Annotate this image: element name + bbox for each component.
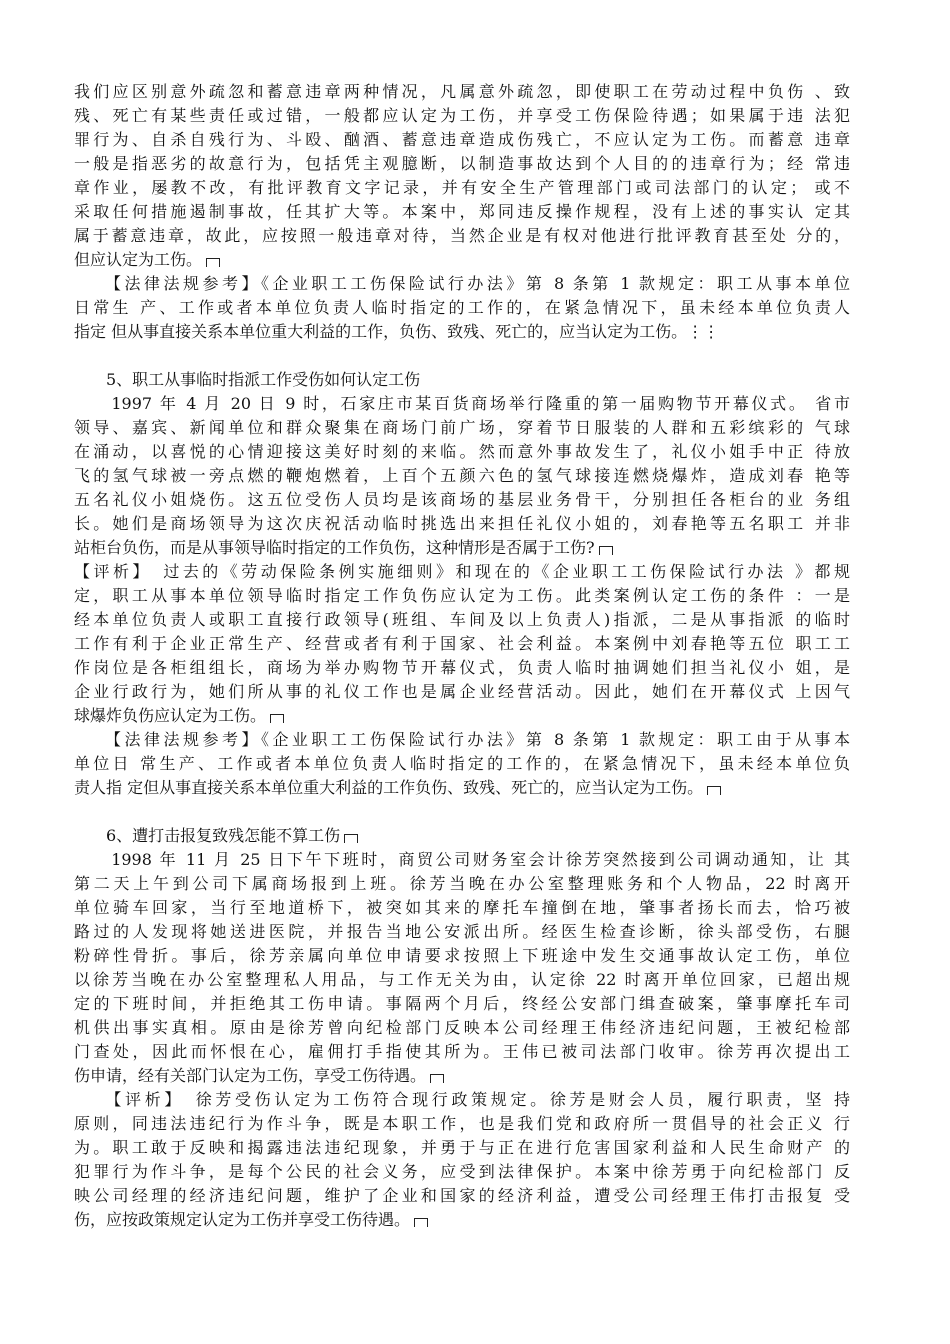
text-line-end	[74, 704, 850, 728]
text-line: 路过的人发现将她送进医院，并报告当地公安派出所。经医生检查诊断，徐头部受伤，右腿	[74, 922, 850, 941]
blank-line	[74, 800, 850, 824]
paragraph-mark-icon	[707, 786, 721, 795]
text-line: 1997 年 4 月 20 日 9 时，石家庄市某百货商场举行隆重的第一届购物节开幕仪式。 省市	[74, 394, 850, 413]
text-line: 工作有利于企业正常生产、经营或者有利于国家、社会利益。本案例中刘春艳等五位 职工工	[74, 634, 850, 653]
paragraph-p7	[74, 1088, 850, 1232]
paragraph-mark-icon	[206, 258, 220, 267]
text-line: 五名礼仪小姐烧伤。这五位受伤人员均是该商场的基层业务骨干，分别担任各柜台的业 务组	[74, 490, 850, 509]
text-line: 粉碎性骨折。事后，徐芳亲属向单位申请要求按照上下班途中发生交通事故认定工伤，单位	[74, 946, 850, 965]
text-line-end	[74, 1208, 850, 1232]
text-line: 经本单位负责人或职工直接行政领导(班组、车间及以上负责人)指派，二是从事指派 的临时	[74, 610, 850, 629]
text-line: 我们应区别意外疏忽和蓄意违章两种情况，凡属意外疏忽，即使职工在劳动过程中负伤 、致	[74, 82, 850, 101]
text-line: 映公司经理的经济违纪问题，维护了企业和国家的经济利益，遭受公司经理王伟打击报复 受	[74, 1186, 850, 1205]
paragraph-p6	[74, 824, 850, 1088]
document-page	[74, 80, 850, 1232]
text-line: 单位日 常生产、工作或者本单位负责人临时指定的工作的，在紧急情况下，虽未经本单位负	[74, 754, 850, 773]
text-line: 【法律法规参考】《企业职工工伤保险试行办法》第 8 条第 1 款规定：职工从事本单位	[74, 274, 850, 293]
paragraph-p5	[74, 728, 850, 800]
text-line: 【法律法规参考】《企业职工工伤保险试行办法》第 8 条第 1 款规定：职工由于从事本	[74, 730, 850, 749]
text-line: 定的下班时间，并拒绝其工伤申请。事隔两个月后，终经公安部门缉查破案，肇事摩托车司	[74, 994, 850, 1013]
paragraph-p4	[74, 560, 850, 728]
text-line: 领导、嘉宾、新闻单位和群众聚集在商场门前广场，穿着节日服装的人群和五彩缤彩的 气球	[74, 418, 850, 437]
text-line: 一般是指恶劣的故意行为，包括凭主观臆断，以制造事故达到个人目的的违章行为；经 常违	[74, 154, 850, 173]
text-line: 指定 但从事直接关系本单位重大利益的工作，负伤、致残、死亡的，应当认定为工伤。⋮⋮	[74, 322, 720, 341]
text-line-end	[74, 248, 850, 272]
text-line: 1998 年 11 月 25 日下午下班时，商贸公司财务室会计徐芳突然接到公司调动通知，让 其	[74, 850, 850, 869]
text-line: 罪行为、自杀自残行为、斗殴、酗酒、蓄意违章造成伤残亡，不应认定为工伤。而蓄意 违章	[74, 130, 850, 149]
text-line: 作岗位是各柜组组长，商场为举办购物节开幕仪式，负责人临时抽调她们担当礼仪小 姐，是	[74, 658, 850, 677]
text-line: 属于蓄意违章，故此，应按照一般违章对待，当然企业是有权对他进行批评教育甚至处 分的，	[74, 226, 850, 245]
text-line-end	[74, 776, 850, 800]
text-line: 球爆炸负伤应认定为工伤。	[74, 706, 267, 725]
text-line: 机供出事实真相。原由是徐芳曾向纪检部门反映本公司经理王伟经济违纪问题，王被纪检部	[74, 1018, 850, 1037]
text-line: 在涌动，以喜悦的心情迎接这美好时刻的来临。然而意外事故发生了，礼仪小姐手中正 待放	[74, 442, 850, 461]
text-line: 采取任何措施遏制事故，任其扩大等。本案中，郑同违反操作规程，没有上述的事实认 定其	[74, 202, 850, 221]
text-line: 但应认定为工伤。	[74, 250, 203, 269]
section-heading-line	[74, 824, 850, 848]
text-line: 以徐芳当晚在办公室整理私人用品，与工作无关为由，认定徐 22 时离开单位回家，已超出规	[74, 970, 850, 989]
text-line: 第二天上午到公司下属商场报到上班。徐芳当晚在办公室整理账务和个人物品，22 时离开	[74, 874, 850, 893]
text-line: 日常生 产、工作或者本单位负责人临时指定的工作的，在紧急情况下，虽未经本单位负责人	[74, 298, 850, 317]
paragraph-mark-icon	[270, 714, 284, 723]
text-line: 为。职工敢于反映和揭露违法违纪现象，并勇于与正在进行危害国家利益和人民生命财产 的	[74, 1138, 850, 1157]
text-line: 章作业，屡教不改，有批评教育文字记录，并有安全生产管理部门或司法部门的认定； 或不	[74, 178, 850, 197]
text-line: 站柜台负伤，而是从事领导临时指定的工作负伤，这种情形是否属于工伤?	[74, 538, 595, 557]
text-line: 飞的氢气球被一旁点燃的鞭炮燃着，上百个五颜六色的氢气球接连燃烧爆炸，造成刘春 艳等	[74, 466, 850, 485]
text-line: 门查处，因此而怀恨在心，雇佣打手指使其所为。王伟已被司法部门收审。徐芳再次提出工	[74, 1042, 850, 1061]
blank-line	[74, 344, 850, 368]
paragraph-mark-icon	[414, 1218, 428, 1227]
text-line: 长。她们是商场领导为这次庆祝活动临时挑选出来担任礼仪小姐的，刘春艳等五名职工 并非	[74, 514, 850, 533]
paragraph-mark-icon	[599, 546, 613, 555]
section-heading: 6、遭打击报复致残怎能不算工伤	[74, 826, 341, 845]
text-line: 【评析】 徐芳受伤认定为工伤符合现行政策规定。徐芳是财会人员，履行职责，坚 持	[74, 1090, 850, 1109]
paragraph-mark-icon	[344, 834, 358, 843]
text-line-end	[74, 536, 850, 560]
text-line: 原则，同违法违纪行为作斗争，既是本职工作，也是我们党和政府所一贯倡导的社会正义 行	[74, 1114, 850, 1133]
text-line: 单位骑车回家，当行至地道桥下，被突如其来的摩托车撞倒在地，肇事者扬长而去，恰巧被	[74, 898, 850, 917]
text-line: 残、死亡有某些责任或过错，一般都应认定为工伤，并享受工伤保险待遇；如果属于违 法犯	[74, 106, 850, 125]
text-line: 责人指 定但从事直接关系本单位重大利益的工作负伤、致残、死亡的，应当认定为工伤。	[74, 778, 704, 797]
paragraph-p2	[74, 272, 850, 344]
paragraph-p3	[74, 368, 850, 560]
section-heading: 5、职工从事临时指派工作受伤如何认定工伤	[74, 370, 421, 389]
text-line: 企业行政行为，她们所从事的礼仪工作也是属企业经营活动。因此，她们在开幕仪式 上因气	[74, 682, 850, 701]
paragraph-mark-icon	[430, 1074, 444, 1083]
text-line: 【评析】 过去的《劳动保险条例实施细则》和现在的《企业职工工伤保险试行办法 》都规	[74, 562, 850, 581]
text-line: 伤申请，经有关部门认定为工伤，享受工伤待遇。	[74, 1066, 427, 1085]
text-line: 犯罪行为作斗争，是每个公民的社会义务，应受到法律保护。本案中徐芳勇于向纪检部门 反	[74, 1162, 850, 1181]
paragraph-p1	[74, 80, 850, 272]
text-line: 定，职工从事本单位领导临时指定工作负伤应认定为工伤。此类案例认定工伤的条件 ：一是	[74, 586, 850, 605]
text-line: 伤，应按政策规定认定为工伤并享受工伤待遇。	[74, 1210, 411, 1229]
text-line-end	[74, 1064, 850, 1088]
